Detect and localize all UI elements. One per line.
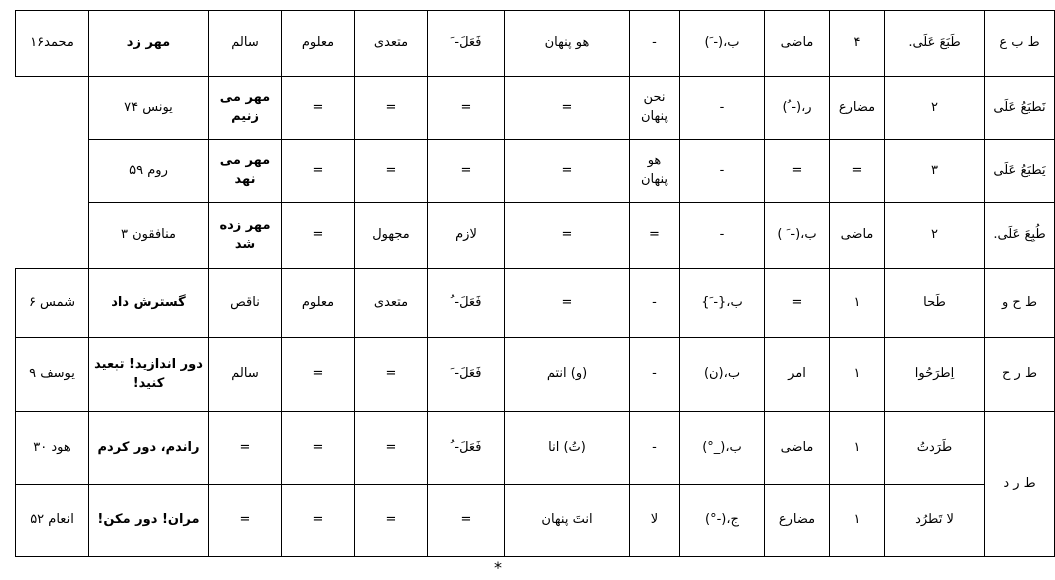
voice-cell: =	[355, 77, 428, 140]
translation-cell: مهر می نهد	[209, 140, 282, 203]
grammar-table	[15, 10, 1055, 557]
negation-cell: -	[630, 338, 680, 412]
pattern-cell: ب،(_°)	[680, 412, 765, 485]
reference-cell: یونس ۷۴	[89, 77, 209, 140]
verb-cell: طُبِعَ عَلَی.	[985, 203, 1055, 269]
transitivity-cell: =	[428, 140, 505, 203]
translation-cell: گسترش داد	[89, 269, 209, 338]
pattern-cell: ب،(- َ)	[680, 11, 765, 77]
verb-cell: یَطبَعُ عَلَی	[985, 140, 1055, 203]
reference-cell: یوسف ۹	[16, 338, 89, 412]
negation-cell: -	[680, 140, 765, 203]
voice-cell: مجهول	[355, 203, 428, 269]
verb-cell: طَحا	[885, 269, 985, 338]
tense-cell: =	[830, 140, 885, 203]
root-cell: ط ب ع	[985, 11, 1055, 77]
translation-cell: دور اندازید! تبعید کنید!	[89, 338, 209, 412]
negation-cell: -	[630, 269, 680, 338]
tense-cell: ماضی	[830, 203, 885, 269]
type-cell: =	[282, 77, 355, 140]
type-cell: سالم	[209, 338, 282, 412]
count-cell: ۳	[885, 140, 985, 203]
voice-cell: =	[282, 485, 355, 557]
reference-cell: محمد۱۶	[16, 11, 89, 77]
count-cell: ۱	[830, 269, 885, 338]
negation-cell: -	[630, 11, 680, 77]
negation-cell: -	[680, 203, 765, 269]
reference-cell: انعام ۵۲	[16, 485, 89, 557]
transitivity-cell: متعدی	[355, 11, 428, 77]
table-row	[16, 485, 1055, 557]
count-cell: ۲	[885, 203, 985, 269]
pattern-cell: ب،(- َ )	[765, 203, 830, 269]
table-row	[16, 140, 1055, 203]
table-row	[16, 412, 1055, 485]
type-cell: =	[282, 203, 355, 269]
tense-cell: ماضی	[765, 11, 830, 77]
tense-cell: مضارع	[830, 77, 885, 140]
footnote-marker: *	[494, 558, 502, 577]
form-cell: =	[505, 77, 630, 140]
pattern-cell: ر،(- ُ)	[765, 77, 830, 140]
negation-cell: لا	[630, 485, 680, 557]
tense-cell: مضارع	[765, 485, 830, 557]
verb-cell: نَطبَعُ عَلَی	[985, 77, 1055, 140]
pronoun-cell: (و) انتم	[505, 338, 630, 412]
tense-cell: =	[765, 269, 830, 338]
transitivity-cell: =	[355, 338, 428, 412]
verb-cell: طَرَدتُ	[885, 412, 985, 485]
count-cell: ۴	[830, 11, 885, 77]
type-cell: =	[282, 140, 355, 203]
pattern-cell: ب،(ن)	[680, 338, 765, 412]
form-cell: فَعَلَ- ُ	[428, 269, 505, 338]
form-cell: فَعَلَ- َ	[428, 338, 505, 412]
root-cell: ط ح و	[985, 269, 1055, 338]
form-cell: فَعَلَ- َ	[428, 11, 505, 77]
pronoun-cell: (تُ) انا	[505, 412, 630, 485]
verb-cell: اِطرَحُوا	[885, 338, 985, 412]
count-cell: ۱	[830, 485, 885, 557]
table-row	[16, 269, 1055, 338]
reference-cell: هود ۳۰	[16, 412, 89, 485]
table-row	[16, 11, 1055, 77]
voice-cell: =	[282, 412, 355, 485]
translation-cell: راندم، دور کردم	[89, 412, 209, 485]
pronoun-cell: هو پنهان	[630, 140, 680, 203]
form-cell: فَعَلَ- ُ	[428, 412, 505, 485]
form-cell: =	[505, 140, 630, 203]
translation-cell: مهر زد	[89, 11, 209, 77]
form-cell: =	[428, 485, 505, 557]
root-cell: ط ر د	[985, 412, 1055, 557]
negation-cell: -	[630, 412, 680, 485]
pronoun-cell: هو پنهان	[505, 11, 630, 77]
transitivity-cell: =	[428, 77, 505, 140]
translation-cell: مران! دور مکن!	[89, 485, 209, 557]
count-cell: ۱	[830, 412, 885, 485]
pattern-cell: =	[765, 140, 830, 203]
pattern-cell: ب،{- َ}	[680, 269, 765, 338]
verb-cell: لا تَطرُد	[885, 485, 985, 557]
voice-cell: معلوم	[282, 269, 355, 338]
transitivity-cell: لازم	[428, 203, 505, 269]
root-cell: ط ر ح	[985, 338, 1055, 412]
pronoun-cell: انتَ پنهان	[505, 485, 630, 557]
translation-cell: مهر زده شد	[209, 203, 282, 269]
type-cell: =	[209, 485, 282, 557]
reference-cell: منافقون ۳	[89, 203, 209, 269]
voice-cell: معلوم	[282, 11, 355, 77]
pattern-cell: ج،(-°)	[680, 485, 765, 557]
count-cell: ۱	[830, 338, 885, 412]
translation-cell: مهر می زنیم	[209, 77, 282, 140]
reference-cell: روم ۵۹	[89, 140, 209, 203]
type-cell: ناقص	[209, 269, 282, 338]
tense-cell: ماضی	[765, 412, 830, 485]
table-row	[16, 77, 1055, 140]
type-cell: =	[209, 412, 282, 485]
voice-cell: =	[282, 338, 355, 412]
table-row	[16, 203, 1055, 269]
verb-cell: طَبَعَ عَلَی.	[885, 11, 985, 77]
type-cell: سالم	[209, 11, 282, 77]
transitivity-cell: متعدی	[355, 269, 428, 338]
voice-cell: =	[355, 140, 428, 203]
negation-cell: -	[680, 77, 765, 140]
pronoun-cell: =	[505, 269, 630, 338]
table-row	[16, 338, 1055, 412]
reference-cell: شمس ۶	[16, 269, 89, 338]
transitivity-cell: =	[355, 485, 428, 557]
pronoun-cell: =	[630, 203, 680, 269]
tense-cell: امر	[765, 338, 830, 412]
transitivity-cell: =	[355, 412, 428, 485]
pronoun-cell: نحن پنهان	[630, 77, 680, 140]
count-cell: ۲	[885, 77, 985, 140]
form-cell: =	[505, 203, 630, 269]
